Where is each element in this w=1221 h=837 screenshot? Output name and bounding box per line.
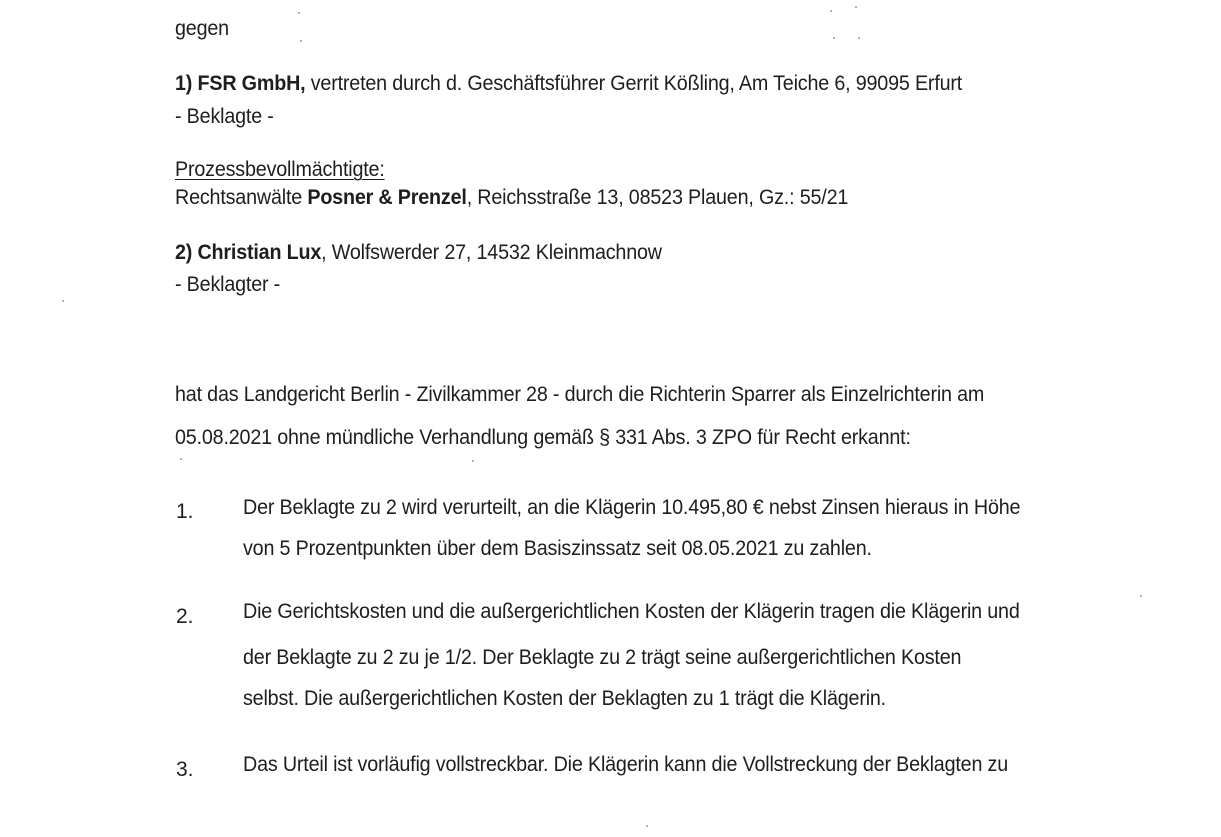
scan-speck — [300, 40, 302, 42]
counsel-address: , Reichsstraße 13, 08523 Plauen, Gz.: 55/21 — [466, 186, 849, 209]
defendant-2-line — [175, 240, 662, 266]
ruling-2-line-3: selbst. Die außergerichtlichen Kosten der Beklagten zu 1 trägt die Klägerin. — [243, 687, 886, 710]
defendant-1-role: - Beklagte - — [175, 105, 274, 128]
ruling-2-number: 2. — [176, 605, 194, 628]
word-gegen: gegen — [175, 17, 229, 40]
counsel-line — [175, 185, 848, 211]
ruling-2-line-2: der Beklagte zu 2 zu je 1/2. Der Beklagte zu 2 trägt seine außergerichtlichen Kosten — [243, 646, 962, 669]
ruling-1-line-2: von 5 Prozentpunkten über dem Basiszinssatz seit 08.05.2021 zu zahlen. — [243, 537, 872, 560]
defendant-2-details: , Wolfswerder 27, 14532 Kleinmachnow — [321, 241, 662, 264]
scan-speck — [830, 10, 832, 12]
defendant-2-label: 2) Christian Lux — [175, 241, 322, 264]
defendant-1-label: 1) FSR GmbH, — [175, 72, 306, 95]
defendant-1-details: vertreten durch d. Geschäftsführer Gerrit Kößling, Am Teiche 6, 99095 Erfurt — [305, 72, 963, 95]
ruling-1-number: 1. — [176, 500, 194, 523]
scan-speck — [298, 12, 300, 14]
ruling-3-line-1: Das Urteil ist vorläufig vollstreckbar. Die Klägerin kann die Vollstreckung der Beklagten zu — [243, 753, 1009, 776]
scan-speck — [180, 458, 182, 460]
judgment-intro-line-2: 05.08.2021 ohne mündliche Verhandlung gemäß § 331 Abs. 3 ZPO für Recht erkannt: — [175, 426, 911, 449]
scan-speck — [472, 460, 474, 462]
counsel-prefix: Rechtsanwälte — [175, 186, 308, 209]
counsel-heading: Prozessbevollmächtigte: — [175, 158, 385, 181]
defendant-1-line — [175, 71, 962, 97]
ruling-3-number: 3. — [176, 758, 194, 781]
scan-speck — [1140, 595, 1142, 597]
scan-speck — [646, 825, 648, 827]
judgment-intro-line-1: hat das Landgericht Berlin - Zivilkammer 28 - durch die Richterin Sparrer als Einzelrichterin am — [175, 383, 985, 406]
scan-speck — [855, 6, 857, 8]
scan-speck — [62, 300, 64, 302]
scan-speck — [833, 37, 835, 39]
scan-speck — [858, 37, 860, 39]
defendant-2-role: - Beklagter - — [175, 273, 281, 296]
ruling-2-line-1: Die Gerichtskosten und die außergerichtlichen Kosten der Klägerin tragen die Klägerin und — [243, 600, 1020, 623]
ruling-1-line-1: Der Beklagte zu 2 wird verurteilt, an die Klägerin 10.495,80 € nebst Zinsen hieraus in Höhe — [243, 496, 1021, 519]
counsel-firm: Posner & Prenzel — [307, 186, 467, 209]
